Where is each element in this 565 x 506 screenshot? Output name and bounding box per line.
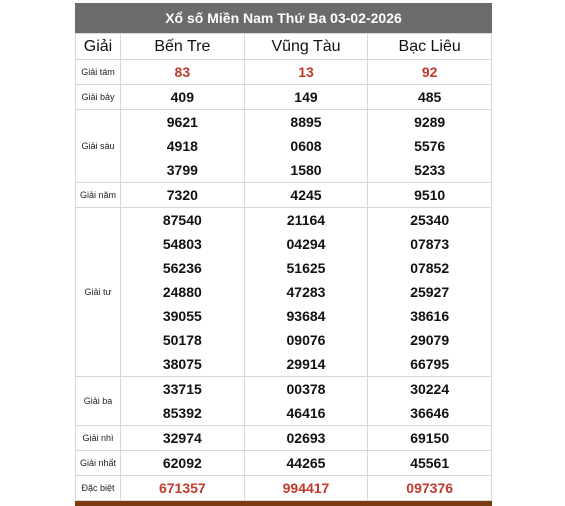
prize-row [76, 208, 492, 377]
winning-number: 92 [421, 64, 438, 80]
prize-label: Đặc biệt [76, 476, 121, 501]
winning-number: 07873 [410, 236, 450, 252]
winning-number: 00378 [286, 381, 326, 397]
winning-number: 46416 [286, 405, 326, 421]
winning-number: 485 [417, 89, 442, 105]
prize-cell [121, 208, 245, 377]
winning-number: 62092 [162, 455, 202, 471]
prize-cell [368, 183, 492, 208]
winning-number: 50178 [162, 332, 202, 348]
winning-number: 44265 [286, 455, 326, 471]
prize-cell [121, 60, 245, 85]
results-title: Xổ số Miền Nam Thứ Ba 03-02-2026 [75, 3, 492, 33]
winning-number: 33715 [162, 381, 202, 397]
prize-row [76, 377, 492, 426]
winning-number: 51625 [286, 260, 326, 276]
prize-label: Giải tư [76, 208, 121, 377]
winning-number: 83 [174, 64, 191, 80]
prize-row [76, 426, 492, 451]
prize-label: Giải tám [76, 60, 121, 85]
winning-number: 13 [298, 64, 314, 80]
winning-number: 47283 [286, 284, 326, 300]
winning-number: 45561 [410, 455, 450, 471]
winning-number: 02693 [286, 430, 326, 446]
winning-number: 097376 [406, 480, 454, 496]
winning-number: 32974 [162, 430, 202, 446]
table-header-row [76, 34, 492, 60]
prize-cell [121, 183, 245, 208]
winning-number: 5233 [414, 162, 446, 178]
winning-number: 9510 [414, 187, 446, 203]
winning-number: 21164 [286, 212, 326, 228]
prize-cell [368, 60, 492, 85]
winning-number: 994417 [282, 480, 330, 496]
winning-number: 3799 [166, 162, 198, 178]
prize-label: Giải nhì [76, 426, 121, 451]
winning-number: 149 [294, 89, 318, 105]
winning-number: 4245 [290, 187, 322, 203]
prize-cell [244, 451, 368, 476]
prize-cell [244, 60, 368, 85]
prize-cell [368, 85, 492, 110]
winning-number: 04294 [286, 236, 326, 252]
prize-column-header: Giải [76, 34, 121, 60]
winning-number: 25927 [410, 284, 450, 300]
prize-label: Giải nhất [76, 451, 121, 476]
winning-number: 38075 [162, 356, 202, 372]
prize-cell [121, 85, 245, 110]
winning-number: 8895 [290, 114, 322, 130]
winning-number: 9289 [414, 114, 446, 130]
winning-number: 39055 [162, 308, 202, 324]
winning-number: 69150 [410, 430, 450, 446]
prize-row [76, 476, 492, 501]
winning-number: 56236 [162, 260, 202, 276]
prize-label: Giải ba [76, 377, 121, 426]
prize-cell [121, 110, 245, 183]
prize-cell [121, 377, 245, 426]
winning-number: 29079 [410, 332, 450, 348]
prize-cell [368, 208, 492, 377]
prize-cell [244, 426, 368, 451]
winning-number: 25340 [410, 212, 450, 228]
prize-cell [121, 426, 245, 451]
prize-cell [244, 208, 368, 377]
winning-number: 30224 [410, 381, 450, 397]
winning-number: 671357 [158, 480, 206, 496]
prize-row [76, 85, 492, 110]
prize-row [76, 110, 492, 183]
winning-number: 29914 [286, 356, 326, 372]
prize-row [76, 183, 492, 208]
prize-label: Giải năm [76, 183, 121, 208]
winning-number: 93684 [286, 308, 326, 324]
prize-row [76, 60, 492, 85]
province-header: Vũng Tàu [244, 34, 368, 60]
prize-cell [244, 85, 368, 110]
province-header: Bạc Liêu [368, 34, 492, 60]
prize-cell [368, 110, 492, 183]
winning-number: 4918 [166, 138, 198, 154]
winning-number: 9621 [166, 114, 198, 130]
winning-number: 0608 [290, 138, 322, 154]
winning-number: 24880 [162, 284, 202, 300]
winning-number: 07852 [410, 260, 450, 276]
winning-number: 54803 [162, 236, 202, 252]
winning-number: 09076 [286, 332, 326, 348]
prize-cell [368, 451, 492, 476]
prize-cell [368, 426, 492, 451]
prize-cell [244, 476, 368, 501]
results-table [75, 33, 492, 501]
prize-label: Giải sáu [76, 110, 121, 183]
winning-number: 1580 [290, 162, 322, 178]
prize-cell [368, 377, 492, 426]
prize-cell [244, 377, 368, 426]
prize-cell [121, 451, 245, 476]
winning-number: 36646 [410, 405, 450, 421]
winning-number: 7320 [166, 187, 198, 203]
winning-number: 85392 [162, 405, 202, 421]
winning-number: 5576 [414, 138, 446, 154]
winning-number: 409 [170, 89, 194, 105]
lottery-results-panel [75, 3, 492, 506]
prize-cell [244, 183, 368, 208]
prize-row [76, 451, 492, 476]
prize-label: Giải bảy [76, 85, 121, 110]
prize-cell [368, 476, 492, 501]
prize-cell [121, 476, 245, 501]
prize-cell [244, 110, 368, 183]
province-header: Bến Tre [121, 34, 245, 60]
winning-number: 66795 [410, 356, 450, 372]
winning-number: 87540 [162, 212, 202, 228]
winning-number: 38616 [410, 308, 450, 324]
